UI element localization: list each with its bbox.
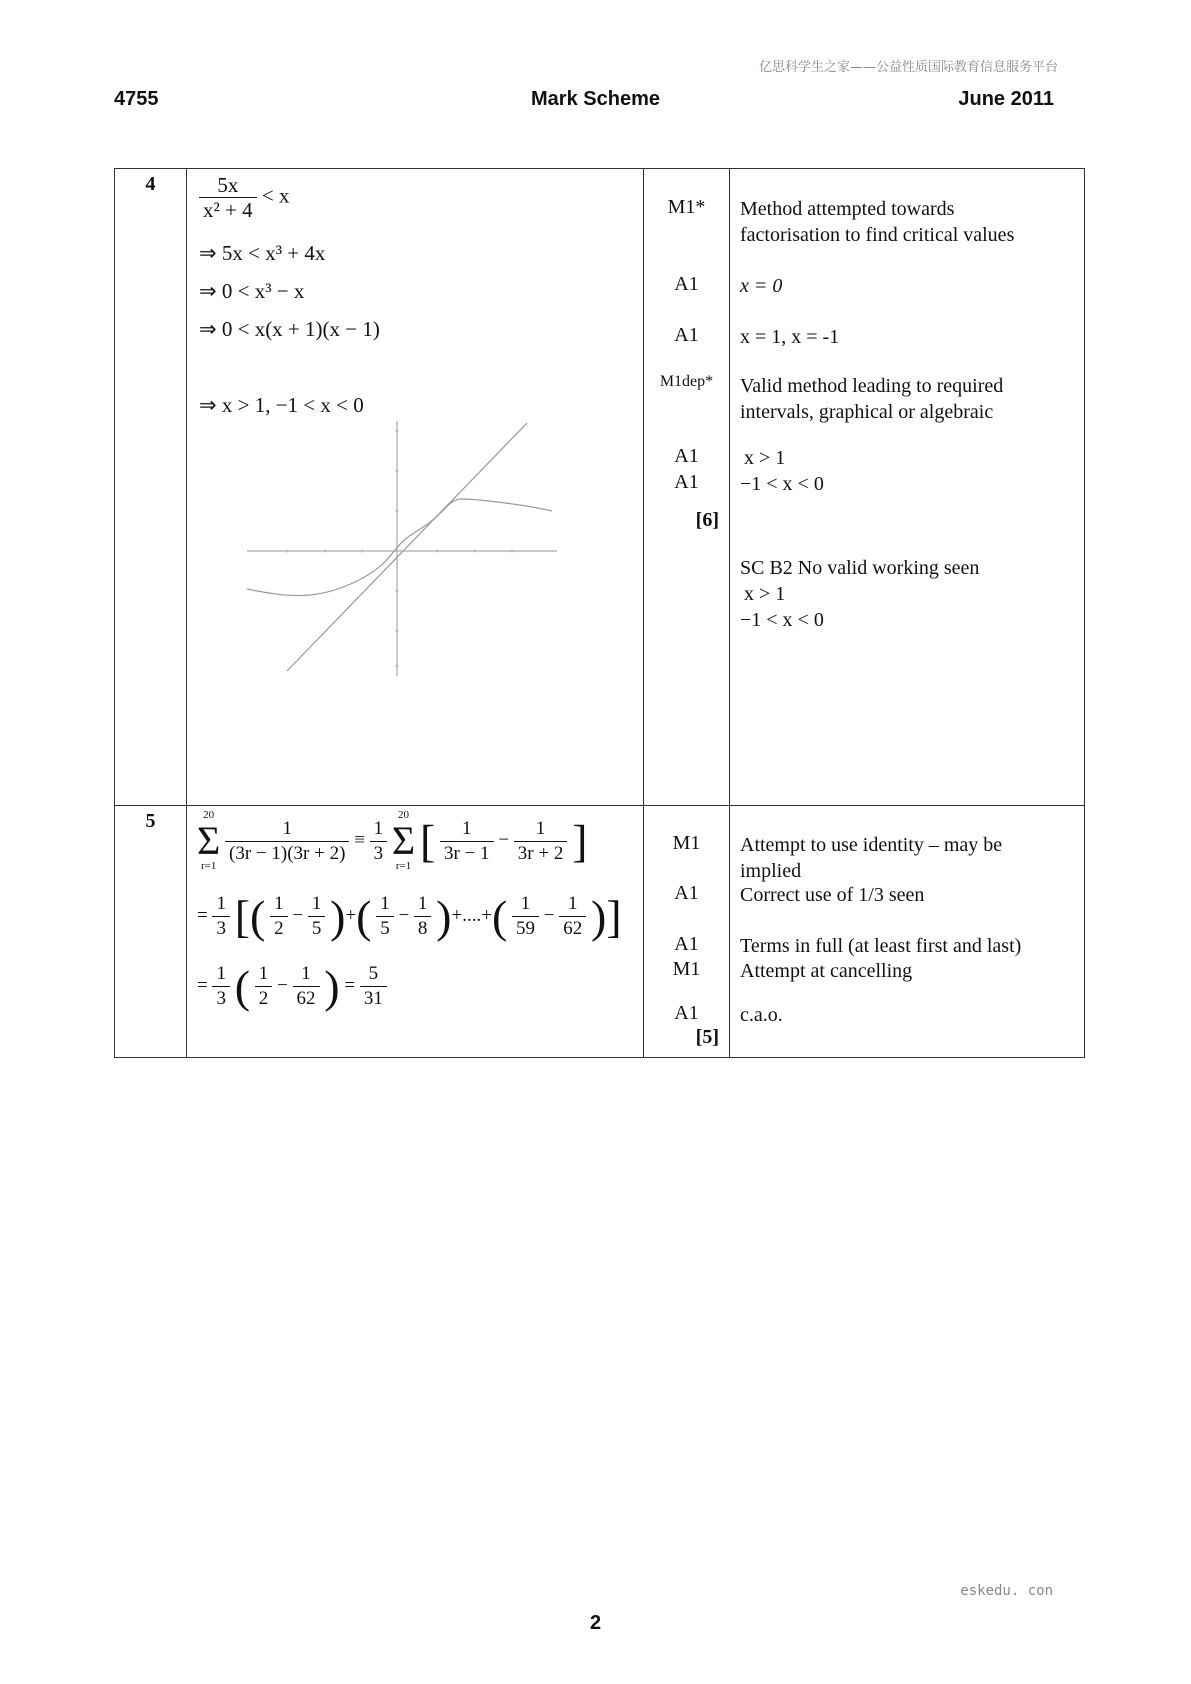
session-date: June 2011	[958, 88, 1054, 110]
guidance-text: x = 0	[740, 275, 783, 297]
mark: A1	[674, 471, 699, 493]
mark: A1	[674, 273, 699, 295]
result-line: = $\frac{1}{3}$ ( $\frac{1}{2}$ − $\frac{1}{62}$ ) = $\frac{5}{31}$	[197, 960, 387, 1013]
guidance-text: c.a.o.	[740, 1004, 783, 1026]
mark-scheme-table	[114, 168, 1085, 1058]
guidance-cell	[730, 169, 1085, 806]
question-4-row	[115, 169, 1085, 806]
working-line: ⇒ 0 < x³ − x	[199, 279, 305, 303]
question-number: 5	[115, 806, 187, 1058]
mark: M1dep*	[659, 373, 714, 390]
expansion-line: = $\frac{1}{3}$ [( $\frac{1}{2}$ − $\frac{1}{5}$ )+( $\frac{1}{5}$ − $\frac{1}{8}$ )+....+( $\frac{1}{59}$ − $\frac{1}{62}$ )]	[197, 891, 622, 942]
guidance-line: −1 < x < 0	[740, 609, 824, 631]
mark: A1	[674, 933, 699, 955]
guidance-text: −1 < x < 0	[740, 473, 824, 495]
guidance-line: factorisation to find critical values	[740, 224, 1015, 246]
question-5-row	[115, 806, 1085, 1058]
curve-5x-over-x2-plus-4	[247, 499, 552, 596]
marks-cell	[644, 806, 730, 1058]
mark: M1	[672, 958, 701, 980]
guidance-text: x = 1, x = -1	[740, 326, 840, 348]
inequality-rhs: < x	[261, 183, 290, 208]
mark: M1*	[667, 196, 706, 218]
mark: A1	[674, 324, 699, 346]
guidance-line: implied	[740, 860, 802, 882]
guidance-cell	[730, 806, 1085, 1058]
fraction-denominator: x² + 4	[203, 198, 253, 222]
guidance-text	[740, 373, 1003, 425]
guidance-line: x > 1	[744, 583, 786, 605]
guidance-line: Method attempted towards	[740, 198, 955, 220]
graph-sketch	[247, 421, 567, 681]
identity-line: 20 Σ r=1 $\frac{1}{(3r - 1)(3r + 2)}$ ≡ $\frac{1}{3}$ 20 Σ r=1 [ $\frac{1}{3r - 1}$ − $\frac{1}{3r + 2}$ ]	[197, 809, 588, 872]
sigma-symbol: 20 Σ r=1	[197, 809, 221, 872]
fraction-numerator: 5x	[199, 173, 257, 198]
mark: A1	[674, 445, 699, 467]
question-number: 4	[115, 169, 187, 806]
guidance-text: x > 1	[744, 447, 786, 469]
page-title: Mark Scheme	[531, 88, 660, 110]
answer-cell	[187, 169, 644, 806]
line-y-equals-x	[287, 423, 527, 671]
special-case	[740, 555, 979, 633]
guidance-text: Terms in full (at least first and last)	[740, 935, 1022, 957]
paper-code: 4755	[114, 88, 159, 110]
guidance-text: Correct use of 1/3 seen	[740, 884, 925, 906]
guidance-line: Valid method leading to required	[740, 375, 1004, 397]
guidance-line: intervals, graphical or algebraic	[740, 401, 994, 423]
lhs-fraction	[199, 173, 257, 222]
footer-site: eskedu. con	[960, 1583, 1053, 1599]
working-line: ⇒ 0 < x(x + 1)(x − 1)	[199, 317, 380, 341]
page-number: 2	[589, 1612, 602, 1634]
total-marks: [5]	[695, 1026, 719, 1048]
mark: A1	[674, 882, 699, 904]
guidance-line: SC B2 No valid working seen	[740, 557, 980, 579]
watermark: 亿思科学生之家——公益性质国际教育信息服务平台	[758, 60, 1058, 75]
marks-cell	[644, 169, 730, 806]
guidance-text	[740, 196, 1014, 248]
working-line: ⇒ x > 1, −1 < x < 0	[199, 393, 364, 417]
mark: A1	[674, 1002, 699, 1024]
total-marks: [6]	[695, 509, 719, 531]
guidance-text: Attempt at cancelling	[740, 960, 913, 982]
mark: M1	[672, 832, 701, 854]
working-line: ⇒ 5x < x³ + 4x	[199, 241, 326, 265]
guidance-line: Attempt to use identity – may be	[740, 834, 1003, 856]
answer-cell	[187, 806, 644, 1058]
guidance-text	[740, 832, 1002, 884]
